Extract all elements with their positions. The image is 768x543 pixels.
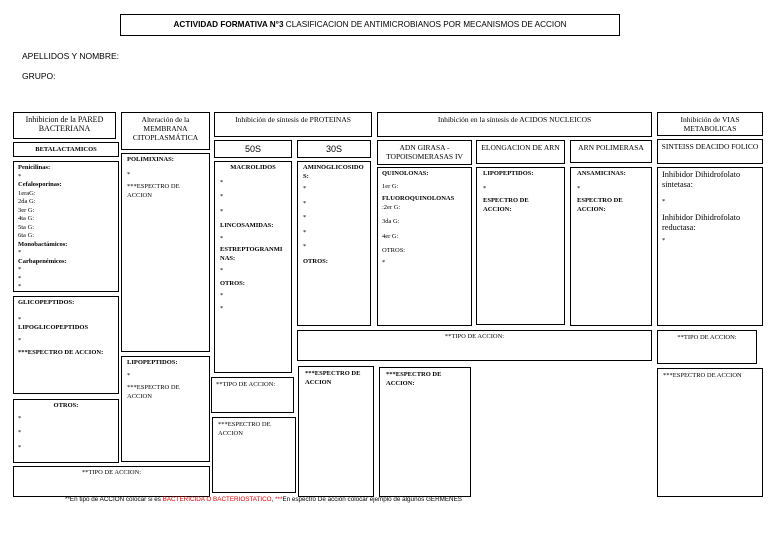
bullet: *: [18, 172, 22, 180]
title-box: [120, 14, 620, 36]
bullet: *: [18, 429, 22, 436]
header-proteinas: Inhibición de síntesis de PROTEINAS: [214, 112, 372, 137]
dhfr-label: Inhibidor Dihidrofolato reductasa:: [662, 212, 741, 232]
espectro-label: ESPECTRO DE ACCION:: [577, 197, 623, 213]
espectro-accion-50s: ***ESPECTRO DE ACCION: [212, 417, 296, 493]
ansamicinas-label: ANSAMICINAS:: [577, 170, 626, 177]
header-membrana: Alteración de la MEMBRANA CITOPLASMÁTICA: [121, 112, 210, 150]
header-vias: Inhibición de VIAS METABOLICAS: [657, 112, 763, 136]
espectro-accion-30s: ***ESPECTRO DE ACCION: [298, 366, 374, 497]
title-rest: CLASIFICACION DE ANTIMICROBIANOS POR MECANISMOS DE ACCION: [283, 20, 567, 29]
glicopeptidos-label: GLICOPEPTIDOS:: [18, 299, 75, 306]
macrolidos-label: MACROLIDOS: [230, 164, 276, 171]
footer-part5: En espectro De acción colocar ejemplo de algunos GERMENES: [282, 496, 463, 503]
cefalosporinas-label: Cefalosporinas:: [18, 181, 62, 188]
bullet: *: [303, 199, 307, 207]
tipo-accion-pared: **TIPO DE ACCION:: [13, 466, 210, 497]
espectro-accion-vias: ***ESPECTRO DE ACCION: [657, 368, 763, 497]
otros-label: OTROS:: [382, 247, 406, 254]
bullet: *: [303, 243, 307, 250]
otros-box: [13, 399, 119, 463]
lipopeptidos-elongacion-box: [476, 167, 565, 325]
gen-5: 5ta G:: [18, 223, 35, 231]
bullet: *: [18, 283, 22, 290]
bullet: *: [303, 214, 307, 221]
penicilinas-label: Penicilinas:: [18, 164, 51, 171]
bullet: *: [127, 371, 131, 379]
bullet: *: [18, 315, 22, 323]
bullet: *: [220, 207, 224, 215]
bullet: *: [382, 258, 386, 266]
lipoglicopeptidos-label: LIPOGLICOPEPTIDOS: [18, 324, 89, 331]
bullet: *: [577, 184, 581, 192]
footer-part1: **En tipo de ACCION colocar si es: [65, 496, 163, 503]
carbapenemicos-label: Carbapenémicos:: [18, 257, 67, 265]
bullet: *: [483, 184, 487, 192]
title-bold: ACTIVIDAD FORMATIVA N°3: [173, 20, 284, 29]
header-pared: Inhibicion de la PARED BACTERIANA: [13, 112, 116, 139]
tipo-accion-50s: **TIPO DE ACCION:: [211, 377, 294, 413]
tipo-accion-nucleicos: **TIPO DE ACCION:: [297, 330, 652, 361]
names-field: APELLIDOS Y NOMBRE:: [22, 51, 119, 61]
gen-3: 3er G:: [18, 206, 35, 214]
subheader-arn-polimerasa: ARN POLIMERASA: [570, 140, 652, 163]
bullet: *: [18, 266, 22, 273]
espectro-label: ***ESPECTRO DE ACCION: [127, 183, 180, 199]
monobactamicos-label: Monobactámicos:: [18, 240, 68, 248]
gen-4: 4er G:: [382, 232, 399, 240]
estreptogramminas-label: ESTREPTOGRANMINAS:: [220, 246, 283, 262]
bullet: *: [220, 234, 224, 242]
espectro-label: ***ESPECTRO DE ACCION:: [18, 349, 104, 356]
tipo-accion-vias: **TIPO DE ACCION:: [657, 330, 757, 364]
gen-3: 3da G:: [382, 218, 400, 225]
polimixinas-box: [121, 153, 210, 352]
subheader-30s: 30S: [297, 140, 371, 158]
group-field: GRUPO:: [22, 71, 56, 81]
bullet: *: [220, 193, 224, 200]
bullet: *: [127, 170, 131, 178]
gen-2: :2er G:: [382, 203, 401, 211]
bullet: *: [220, 292, 224, 299]
subheader-betalactamicos: BETALACTAMICOS: [13, 142, 119, 157]
espectro-label: ESPECTRO DE ACCION:: [483, 197, 529, 213]
footer-part3: ,: [271, 496, 276, 503]
bullet: *: [662, 198, 666, 205]
header-nucleicos: Inhibición en la síntesis de ACIDOS NUCLEICOS: [377, 112, 652, 137]
bullet: *: [18, 336, 22, 344]
gen-1: 1er G:: [382, 182, 399, 190]
subheader-folico: SINTEISS DEACIDO FOLICO: [657, 139, 763, 164]
bullet: *: [662, 236, 666, 244]
lipopeptidos-label: LIPOPEPTIDOS:: [483, 170, 534, 177]
polimixinas-label: POLIMIXINAS:: [127, 156, 174, 163]
folico-box: [657, 167, 763, 326]
gen-4: 4ta G:: [18, 215, 35, 222]
betalactamicos-box: [13, 161, 119, 292]
otros-label: OTROS:: [220, 279, 245, 287]
quinolonas-box: [377, 167, 472, 326]
otros-label: OTROS:: [303, 257, 328, 265]
bullet: *: [220, 304, 224, 312]
subheader-50s: 50S: [214, 140, 292, 158]
ansamicinas-box: [570, 167, 652, 326]
quinolonas-label: QUINOLONAS:: [382, 170, 429, 177]
bullet: *: [220, 267, 224, 274]
bullet: *: [303, 228, 307, 236]
gen-6: 6ta G:: [18, 232, 35, 239]
lincosamidas-label: LINCOSAMIDAS:: [220, 222, 274, 229]
lipopeptidos-label: LIPOPEPTIDOS:: [127, 359, 178, 366]
footer-note: [65, 496, 462, 503]
footer-stars: ***: [275, 496, 283, 503]
bullet: *: [18, 443, 22, 451]
dhfs-label: Inhibidor Dihidrofolato sintetasa:: [662, 170, 741, 189]
otros-label: OTROS:: [53, 402, 79, 409]
bullet: *: [220, 178, 224, 186]
subheader-elongacion: ELONGACION DE ARN: [476, 140, 565, 164]
gen-1: 1eraG:: [18, 189, 36, 197]
espectro-accion-adn: ***ESPECTRO DE ACCION:: [379, 367, 471, 497]
gen-2: 2da G:: [18, 198, 36, 205]
subheader-adn-girasa: ADN GIRASA - TOPOISOMERASAS IV: [377, 140, 472, 165]
glicopeptidos-box: [13, 296, 119, 394]
bullet: *: [18, 274, 22, 282]
aminoglicosidos-label: AMINOGLICOSIDOS:: [303, 164, 364, 180]
bullet: *: [18, 249, 22, 256]
espectro-label: ***ESPECTRO DE ACCION: [127, 384, 180, 400]
fluoroquinolonas-label: FLUOROQUINOLONAS: [382, 195, 455, 202]
bullet: *: [18, 414, 22, 422]
lipopeptidos-box: [121, 356, 210, 462]
macrolidos-box: [214, 161, 292, 373]
aminoglicosidos-box: [297, 161, 371, 326]
footer-highlight: BACTERICIDA O BACTERIOSTATICO: [162, 496, 272, 503]
bullet: *: [303, 185, 307, 192]
